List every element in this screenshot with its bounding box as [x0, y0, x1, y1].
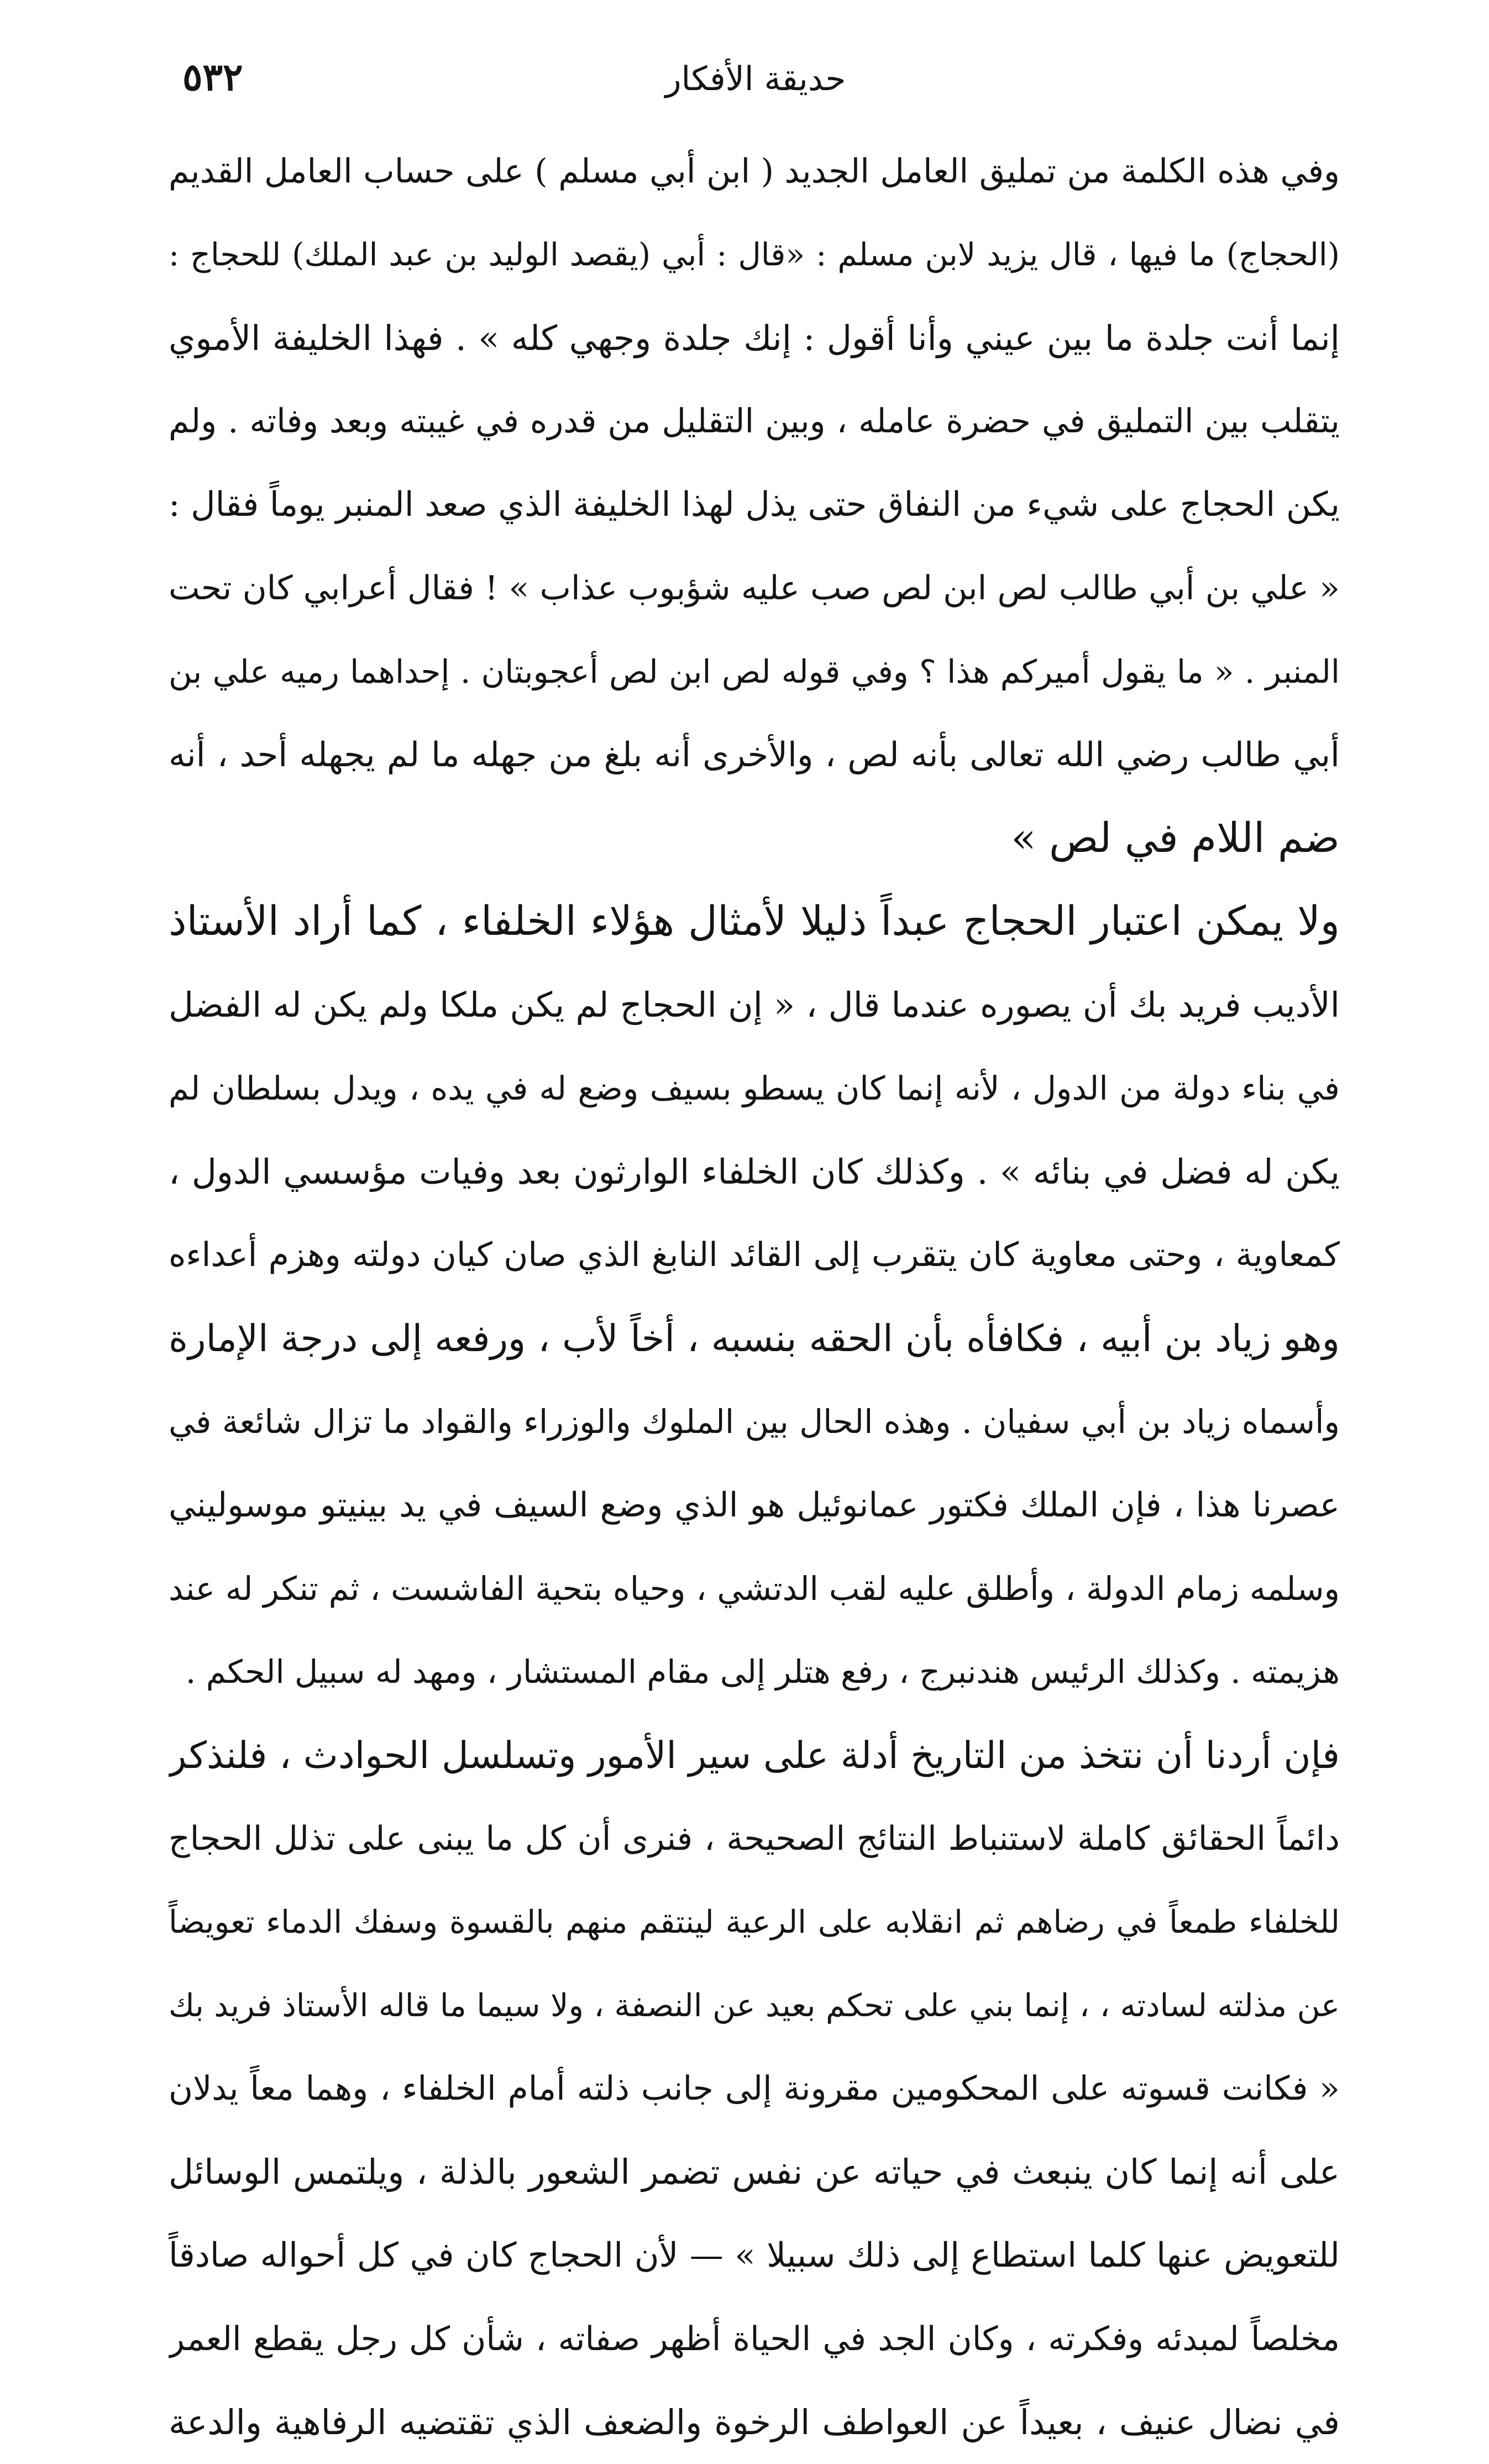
text-line: وسلمه زمام الدولة ، وأطلق عليه لقب الدتشي ، وحياه بتحية الفاشست ، ثم تنكر له عند [169, 1569, 1340, 1608]
body-text [169, 130, 1340, 2464]
text-line: أبي طالب رضي الله تعالى بأنه لص ، والأخرى أنه بلغ من جهله ما لم يجهله أحد ، أنه [169, 735, 1340, 775]
running-head [182, 55, 1329, 116]
page-number: ٥٣٢ [182, 55, 243, 100]
text-line: مخلصاً لمبدئه وفكرته ، وكان الجد في الحياة أظهر صفاته ، شأن كل رجل يقطع العمر [169, 2319, 1340, 2358]
text-line: للتعويض عنها كلما استطاع إلى ذلك سبيلا » — لأن الحجاج كان في كل أحواله صادقاً [169, 2235, 1340, 2275]
text-line: إنما أنت جلدة ما بين عيني وأنا أقول : إنك جلدة وجهي كله » . فهذا الخليفة الأموي [169, 317, 1340, 358]
text-line: كمعاوية ، وحتى معاوية كان يتقرب إلى القائد النابغ الذي صان كيان دولته وهزم أعداءه [169, 1236, 1340, 1275]
text-line: للخلفاء طمعاً في رضاهم ثم انقلابه على الرعية لينتقم منهم بالقسوة وسفك الدماء تعويضاً [169, 1903, 1340, 1940]
paragraph-end-line: ضم اللام في لص » [1011, 814, 1340, 862]
text-line: يتقلب بين التمليق في حضرة عامله ، وبين التقليل من قدره في غيبته وبعد وفاته . ولم [169, 402, 1340, 441]
text-line: عصرنا هذا ، فإن الملك فكتور عمانوئيل هو الذي وضع السيف في يد بينيتو موسوليني [169, 1485, 1340, 1525]
text-line: وفي هذه الكلمة من تمليق العامل الجديد ( ابن أبي مسلم ) على حساب العامل القديم [169, 152, 1340, 191]
text-line: على أنه إنما كان ينبعث في حياته عن نفس تضمر الشعور بالذلة ، ويلتمس الوسائل [169, 2152, 1340, 2193]
text-line: يكن الحجاج على شيء من النفاق حتى يذل لهذا الخليفة الذي صعد المنبر يوماً فقال : [169, 485, 1340, 525]
text-line: في بناء دولة من الدول ، لأنه إنما كان يسطو بسيف وضع له في يده ، ويدل بسلطان لم [169, 1069, 1340, 1107]
text-line: وأسماه زياد بن أبي سفيان . وهذه الحال بين الملوك والوزراء والقواد ما تزال شائعة في [169, 1402, 1340, 1441]
text-line: عن مذلته لسادته ، ، إنما بني على تحكم بعيد عن النصفة ، ولا سيما ما قاله الأستاذ فريد بك [169, 1987, 1340, 2024]
text-line: دائماً الحقائق كاملة لاستنباط النتائج الصحيحة ، فنرى أن كل ما يبنى على تذلل الحجاج [169, 1819, 1340, 1858]
text-line: « فكانت قسوته على المحكومين مقرونة إلى جانب ذلته أمام الخلفاء ، وهما معاً يدلان [169, 2069, 1340, 2109]
text-line: الأديب فريد بك أن يصوره عندما قال ، « إن الحجاج لم يكن ملكا ولم يكن له الفضل [169, 984, 1340, 1025]
book-title: حديقة الأفكار [665, 60, 846, 98]
text-line: المنبر . « ما يقول أميركم هذا ؟ وفي قوله لص ابن لص أعجوبتان . إحداهما رميه علي بن [169, 652, 1340, 690]
text-line: يكن له فضل في بنائه » . وكذلك كان الخلفاء الوارثون بعد وفيات مؤسسي الدول ، [169, 1151, 1340, 1192]
text-line: (الحجاج) ما فيها ، قال يزيد لابن مسلم : «قال : أبي (يقصد الوليد بن عبد الملك) للحجاج : [169, 236, 1340, 273]
paragraph-start-line: ولا يمكن اعتبار الحجاج عبداً ذليلا لأمثال هؤلاء الخلفاء ، كما أراد الأستاذ [169, 898, 1340, 945]
paragraph-start-line: فإن أردنا أن نتخذ من التاريخ أدلة على سير الأمور وتسلسل الحوادث ، فلنذكر [169, 1734, 1340, 1777]
paragraph-end-line: هزيمته . وكذلك الرئيس هندنبرج ، رفع هتلر إلى مقام المستشار ، ومهد له سبيل الحكم . [185, 1653, 1340, 1691]
text-line: « علي بن أبي طالب لص ابن لص صب عليه شؤبوب عذاب » ! فقال أعرابي كان تحت [169, 568, 1340, 608]
text-line: وهو زياد بن أبيه ، فكافأه بأن الحقه بنسبه ، أخاً لأب ، ورفعه إلى درجة الإمارة [169, 1317, 1340, 1361]
text-line: في نضال عنيف ، بعيداً عن العواطف الرخوة والضعف الذي تقتضيه الرفاهية والدعة [169, 2402, 1340, 2442]
